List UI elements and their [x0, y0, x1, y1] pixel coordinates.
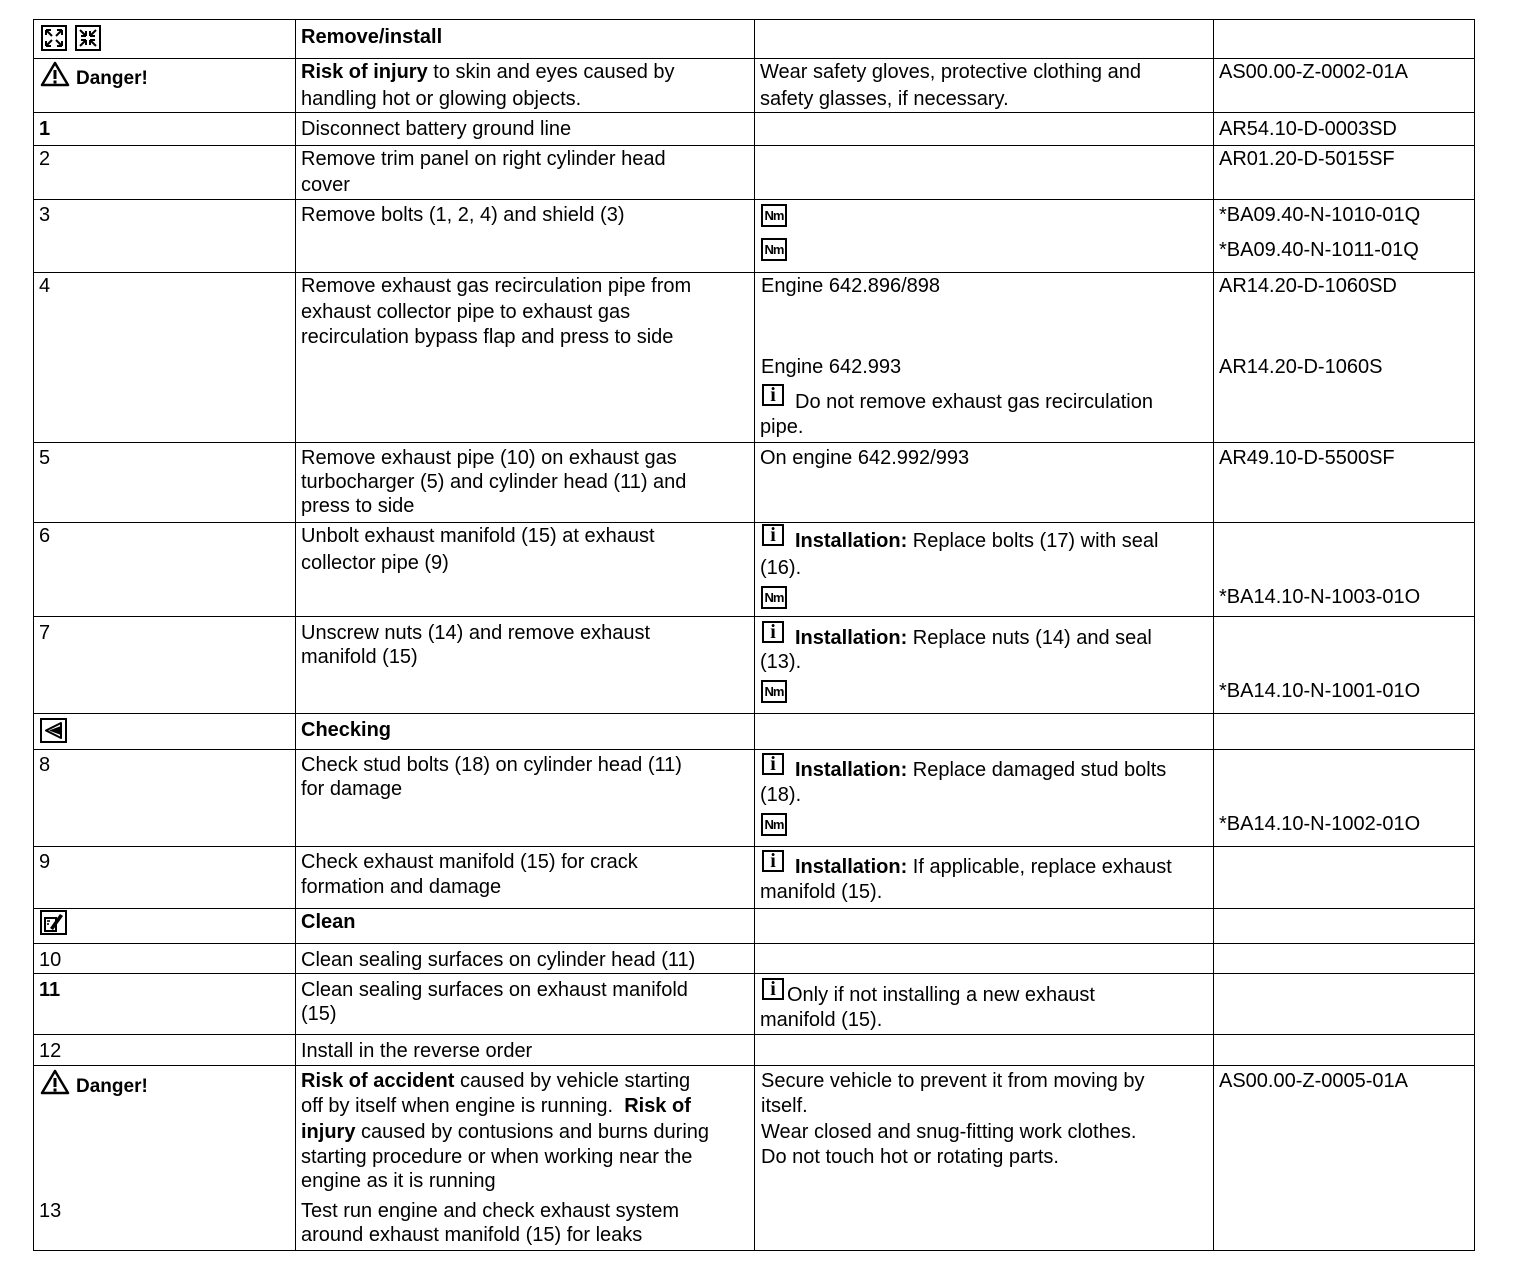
- step-text: Disconnect battery ground line: [301, 118, 572, 140]
- step-number: 2: [39, 148, 51, 170]
- torque-nm-icon: Nm: [761, 204, 787, 227]
- step-number: 11: [39, 979, 61, 1001]
- step-text: cover: [301, 174, 350, 196]
- row-divider: [34, 943, 1474, 944]
- warning-triangle-icon: [40, 1069, 70, 1095]
- step-text: Remove exhaust pipe (10) on exhaust gas: [301, 447, 677, 469]
- danger-note: Wear closed and snug-fitting work clothes.: [761, 1121, 1137, 1143]
- row-divider: [34, 616, 1474, 617]
- installation-label: Installation:: [795, 856, 908, 878]
- installation-note: [795, 529, 1158, 554]
- reference-code: AS00.00-Z-0005-01A: [1219, 1070, 1409, 1092]
- danger-bold: Risk of injury: [301, 61, 428, 83]
- danger-text-line: starting procedure or when working near the: [301, 1146, 693, 1168]
- step-text: Clean sealing surfaces on exhaust manifold: [301, 979, 688, 1001]
- reference-code: AR49.10-D-5500SF: [1219, 447, 1395, 469]
- danger-note: safety glasses, if necessary.: [760, 88, 1009, 110]
- danger-text: [301, 1069, 690, 1094]
- info-icon: i: [762, 978, 784, 1000]
- warning-triangle-icon: [40, 61, 70, 87]
- danger-note: Wear safety gloves, protective clothing and: [760, 61, 1141, 83]
- reference-code: AR01.20-D-5015SF: [1219, 148, 1395, 170]
- installation-note: [795, 855, 1172, 880]
- step-number: 10: [39, 949, 62, 971]
- torque-nm-icon: Nm: [761, 813, 787, 836]
- step-number: 6: [39, 525, 51, 547]
- step-number: 4: [39, 275, 51, 297]
- row-divider: [34, 145, 1474, 146]
- installation-note: [795, 758, 1166, 783]
- info-icon: i: [762, 850, 784, 872]
- row-divider: [34, 749, 1474, 750]
- installation-note: [795, 626, 1152, 651]
- installation-note: manifold (15).: [760, 881, 883, 903]
- info-note: Do not remove exhaust gas recirculation: [795, 391, 1153, 413]
- section-title-checking: Checking: [301, 719, 392, 741]
- info-icon: i: [762, 753, 784, 775]
- reference-code: *BA14.10-N-1001-01O: [1219, 680, 1421, 702]
- danger-text: [301, 1120, 709, 1145]
- step-text: Install in the reverse order: [301, 1040, 533, 1062]
- torque-nm-icon: Nm: [761, 680, 787, 703]
- info-icon: i: [762, 384, 784, 406]
- step-text: press to side: [301, 495, 415, 517]
- step-number: 8: [39, 754, 51, 776]
- reference-code: *BA14.10-N-1002-01O: [1219, 813, 1421, 835]
- step-text: Remove trim panel on right cylinder head: [301, 148, 666, 170]
- installation-note: (13).: [760, 651, 802, 673]
- step-text: formation and damage: [301, 876, 502, 898]
- row-divider: [34, 846, 1474, 847]
- installation-label: Installation:: [795, 530, 908, 552]
- danger-text: [301, 60, 675, 85]
- info-note: pipe.: [760, 416, 804, 438]
- step-text: Test run engine and check exhaust system: [301, 1200, 679, 1222]
- installation-note: (18).: [760, 784, 802, 806]
- row-divider: [34, 442, 1474, 443]
- engine-note: Engine 642.896/898: [761, 275, 941, 297]
- row-divider: [34, 1065, 1474, 1066]
- danger-text: [301, 1094, 691, 1119]
- danger-text-line: caused by vehicle starting: [454, 1070, 691, 1092]
- info-note: manifold (15).: [760, 1009, 883, 1031]
- torque-nm-icon: Nm: [761, 586, 787, 609]
- danger-label: Danger!: [76, 68, 148, 89]
- step-number: 9: [39, 851, 51, 873]
- reference-code: *BA14.10-N-1003-01O: [1219, 586, 1421, 608]
- step-text: manifold (15): [301, 646, 418, 668]
- danger-label: Danger!: [76, 1076, 148, 1097]
- step-text: Unscrew nuts (14) and remove exhaust: [301, 622, 651, 644]
- reference-code: *BA09.40-N-1010-01Q: [1219, 204, 1421, 226]
- danger-bold: injury: [301, 1121, 356, 1143]
- reference-code: AS00.00-Z-0002-01A: [1219, 61, 1409, 83]
- danger-text-line: caused by contusions and burns during: [355, 1121, 710, 1143]
- step-number: 3: [39, 204, 51, 226]
- installation-label: Installation:: [795, 759, 908, 781]
- installation-note-text: Replace nuts (14) and seal: [907, 627, 1152, 649]
- engine-note: On engine 642.992/993: [760, 447, 970, 469]
- danger-text-line: off by itself when engine is running.: [301, 1095, 614, 1117]
- section-title-clean: Clean: [301, 911, 356, 933]
- clean-icon: [40, 910, 67, 935]
- step-text: around exhaust manifold (15) for leaks: [301, 1224, 643, 1246]
- step-text: Unbolt exhaust manifold (15) at exhaust: [301, 525, 655, 547]
- installation-note-text: If applicable, replace exhaust: [907, 856, 1172, 878]
- step-text: Clean sealing surfaces on cylinder head (11): [301, 949, 696, 971]
- row-divider: [34, 713, 1474, 714]
- step-text: Remove bolts (1, 2, 4) and shield (3): [301, 204, 625, 226]
- checking-icon: [40, 718, 67, 743]
- row-divider: [34, 58, 1474, 59]
- step-number: 5: [39, 447, 51, 469]
- info-note: Only if not installing a new exhaust: [787, 984, 1095, 1006]
- step-text: recirculation bypass flap and press to side: [301, 326, 674, 348]
- step-text: (15): [301, 1003, 337, 1025]
- row-divider: [34, 272, 1474, 273]
- step-text: for damage: [301, 778, 403, 800]
- danger-text-line: engine as it is running: [301, 1170, 496, 1192]
- danger-note: itself.: [761, 1095, 808, 1117]
- danger-text-line: to skin and eyes caused by: [427, 61, 675, 83]
- installation-note: (16).: [760, 557, 802, 579]
- danger-bold: Risk of accident: [301, 1070, 455, 1092]
- danger-note: Do not touch hot or rotating parts.: [761, 1146, 1059, 1168]
- step-text: Check stud bolts (18) on cylinder head (11): [301, 754, 682, 776]
- section-title-remove-install: Remove/install: [301, 26, 443, 48]
- row-divider: [34, 199, 1474, 200]
- row-divider: [34, 973, 1474, 974]
- step-number: 12: [39, 1040, 62, 1062]
- reference-code: *BA09.40-N-1011-01Q: [1219, 239, 1419, 261]
- row-divider: [34, 112, 1474, 113]
- danger-text-line: handling hot or glowing objects.: [301, 88, 582, 110]
- step-text: collector pipe (9): [301, 552, 449, 574]
- row-divider: [34, 522, 1474, 523]
- installation-label: Installation:: [795, 627, 908, 649]
- step-text: turbocharger (5) and cylinder head (11) and: [301, 471, 687, 493]
- step-text: Remove exhaust gas recirculation pipe from: [301, 275, 692, 297]
- reference-code: AR14.20-D-1060S: [1219, 356, 1383, 378]
- danger-note: Secure vehicle to prevent it from moving by: [761, 1070, 1145, 1092]
- installation-note-text: Replace bolts (17) with seal: [907, 530, 1159, 552]
- torque-nm-icon: Nm: [761, 238, 787, 261]
- row-divider: [34, 908, 1474, 909]
- engine-note: Engine 642.993: [761, 356, 902, 378]
- info-icon: i: [762, 621, 784, 643]
- reference-code: AR54.10-D-0003SD: [1219, 118, 1397, 140]
- step-text: Check exhaust manifold (15) for crack: [301, 851, 638, 873]
- step-number: 7: [39, 622, 51, 644]
- installation-note-text: Replace damaged stud bolts: [907, 759, 1167, 781]
- row-divider: [34, 1034, 1474, 1035]
- reference-code: AR14.20-D-1060SD: [1219, 275, 1397, 297]
- step-number: 13: [39, 1200, 62, 1222]
- info-icon: i: [762, 524, 784, 546]
- step-text: exhaust collector pipe to exhaust gas: [301, 301, 631, 323]
- remove-install-icon: [41, 25, 103, 51]
- step-number: 1: [39, 118, 51, 140]
- danger-bold: Risk of: [624, 1095, 691, 1117]
